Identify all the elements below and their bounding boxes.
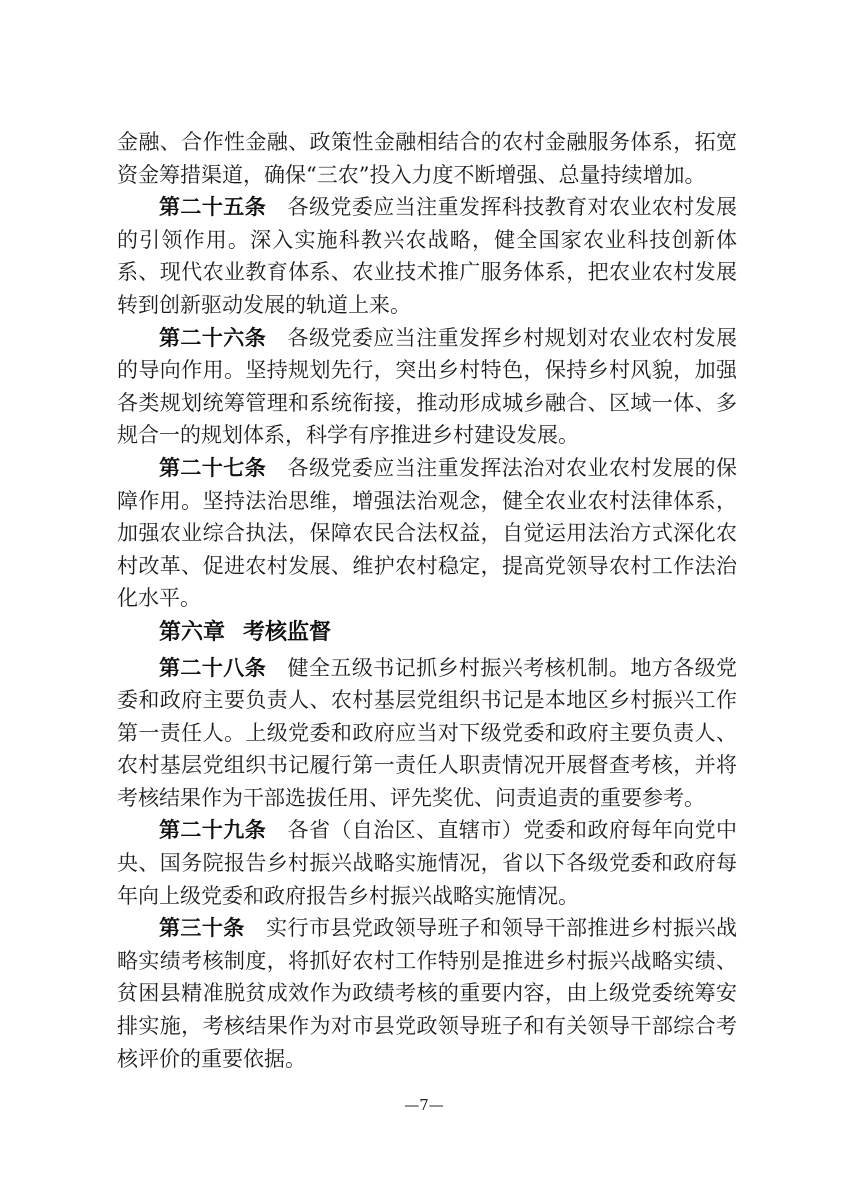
- article-27: [117, 452, 737, 615]
- article-27-text: 各级党委应当注重发挥法治对农业农村发展的保障作用。坚持法治思维，增强法治观念，健全农业农村法律体系，加强农业综合执法，保障农民合法权益，自觉运用法治方式深化农村改革、促进农村发展、维护农村稳定，提高党领导农村工作法治化水平。: [117, 455, 738, 611]
- document-body: [117, 126, 737, 1075]
- chapter-number: 第六章: [159, 619, 226, 645]
- article-29: [117, 814, 737, 912]
- page-number: —7—: [404, 1096, 444, 1114]
- article-26-text: 各级党委应当注重发挥乡村规划对农业农村发展的导向作用。坚持规划先行，突出乡村特色，保持乡村风貌，加强各类规划统筹管理和系统衔接，推动形成城乡融合、区域一体、多规合一的规划体系，科学有序推进乡村建设发展。: [117, 325, 738, 448]
- article-28: [117, 652, 737, 815]
- article-28-text: 健全五级书记抓乡村振兴考核机制。地方各级党委和政府主要负责人、农村基层党组织书记是本地区乡村振兴工作第一责任人。上级党委和政府应当对下级党委和政府主要负责人、农村基层党组织书记履行第一责任人职责情况开展督查考核，并将考核结果作为干部选拔任用、评先奖优、问责追责的重要参考。: [117, 655, 738, 810]
- article-26-label: 第二十六条: [159, 325, 267, 350]
- article-29-text: 各省（自治区、直辖市）党委和政府每年向党中央、国务院报告乡村振兴战略实施情况，省以下各级党委和政府每年向上级党委和政府报告乡村振兴战略实施情况。: [117, 818, 738, 908]
- article-30: [117, 912, 737, 1075]
- continuation-paragraph: 金融、合作性金融、政策性金融相结合的农村金融服务体系，拓宽资金筹措渠道，确保“三农”投入力度不断增强、总量持续增加。: [117, 130, 737, 187]
- chapter-title: 考核监督: [243, 619, 332, 645]
- article-27-label: 第二十七条: [159, 455, 267, 480]
- article-29-label: 第二十九条: [159, 818, 267, 843]
- article-25-text: 各级党委应当注重发挥科技教育对农业农村发展的引领作用。深入实施科教兴农战略，健全国家农业科技创新体系、现代农业教育体系、农业技术推广服务体系，把农业农村发展转到创新驱动发展的轨道上来。: [117, 195, 738, 317]
- article-28-label: 第二十八条: [159, 655, 267, 680]
- article-25: [117, 191, 737, 321]
- article-30-text: 实行市县党政领导班子和领导干部推进乡村振兴战略实绩考核制度，将抓好农村工作特别是推进乡村振兴战略实绩、贫困县精准脱贫成效作为政绩考核的重要内容，由上级党委统筹安排实施，考核结果作为对市县党政领导班子和有关领导干部综合考核评价的重要依据。: [117, 916, 738, 1071]
- article-26: [117, 322, 737, 452]
- article-25-label: 第二十五条: [159, 195, 267, 220]
- chapter-heading: [117, 617, 737, 650]
- article-30-label: 第三十条: [159, 916, 245, 941]
